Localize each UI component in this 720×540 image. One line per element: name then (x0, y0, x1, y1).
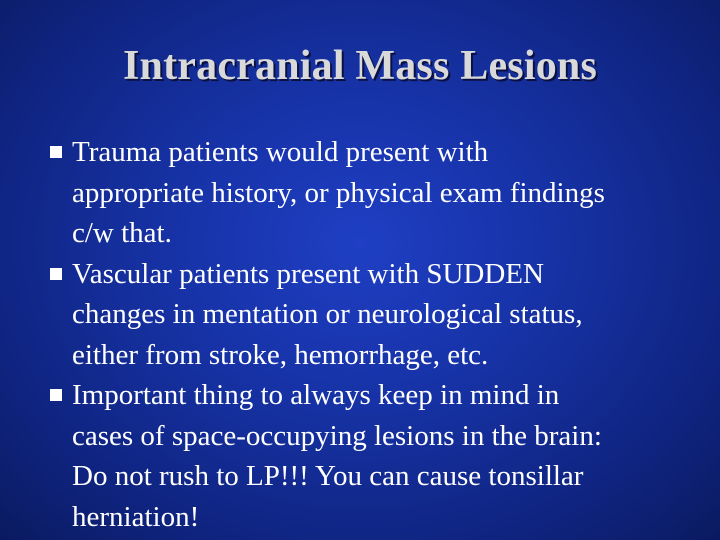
bullet-line: Trauma patients would present with (72, 136, 489, 168)
slide-title: Intracranial Mass Lesions (122, 43, 597, 89)
bullet-line: either from stroke, hemorrhage, etc. (72, 338, 489, 371)
bullet-line: Important thing to always keep in mind in (72, 379, 560, 411)
bullet-item-important (58, 375, 678, 537)
bullet-line: Do not rush to LP!!! You can cause tonsillar (72, 460, 584, 492)
bullet-line: c/w that. (72, 217, 172, 249)
bullet-line: appropriate history, or physical exam findings (72, 176, 605, 209)
square-bullet-icon (50, 268, 62, 280)
square-bullet-icon (50, 389, 62, 401)
bullet-list (58, 132, 678, 537)
bullet-line: Vascular patients present with SUDDEN (72, 257, 544, 290)
bullet-line: changes in mentation or neurological status, (72, 298, 583, 330)
bullet-item-trauma (58, 132, 678, 254)
bullet-line: cases of space-occupying lesions in the brain: (72, 419, 602, 452)
bullet-item-vascular (58, 254, 678, 376)
bullet-line: herniation! (72, 500, 200, 533)
square-bullet-icon (50, 146, 62, 158)
